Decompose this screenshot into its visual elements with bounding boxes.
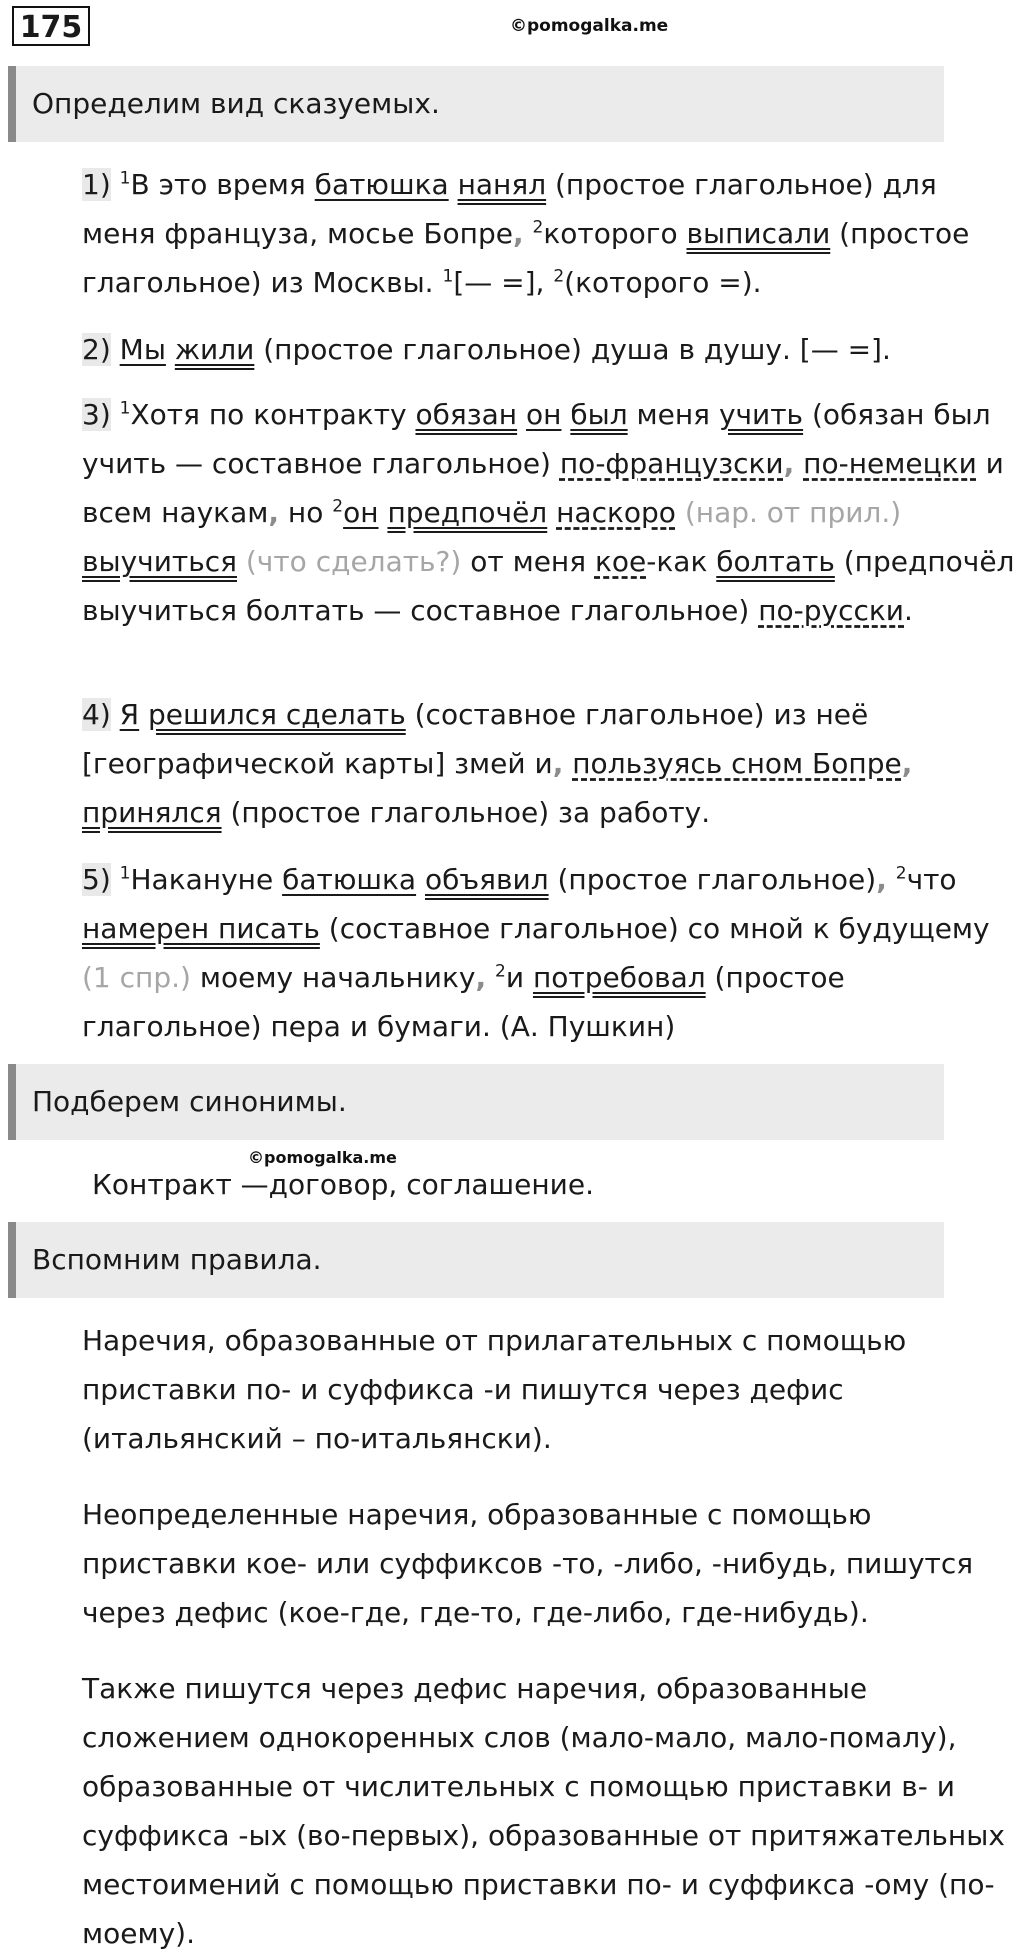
subject: Мы — [119, 333, 166, 366]
predicate: был — [570, 398, 628, 431]
comma: , — [512, 217, 524, 250]
synonyms-line: Контракт —договор, соглашение. — [92, 1168, 594, 1201]
watermark-middle: ©pomogalka.me — [248, 1148, 397, 1167]
participial-phrase: пользуясь сном Бопре — [572, 747, 902, 780]
rule-1: Наречия, образованные от прилагательных с помощью приставки по- и суффикса -и пишутся через дефис (итальянский – по-итальянски). — [82, 1324, 907, 1455]
predicate: намерен писать — [82, 912, 320, 945]
sentence-number: 1) — [82, 168, 111, 201]
predicate: обязан — [415, 398, 518, 431]
note: (нар. от прил.) — [675, 496, 902, 529]
text: (обязан был учить — составное глагольное) — [82, 398, 991, 480]
predicate: принялся — [82, 796, 222, 829]
comma: , — [475, 961, 487, 994]
subject: Я — [119, 698, 140, 731]
adverb: по-французски — [559, 447, 784, 480]
section-rules-header — [8, 1222, 944, 1298]
predicate: решился сделать — [148, 698, 406, 731]
text: (простое глагольное) — [548, 863, 877, 896]
sentence-1 — [10, 160, 1017, 307]
part-index: 2 — [495, 961, 506, 982]
text: . — [904, 594, 913, 627]
watermark-top: ©pomogalka.me — [510, 16, 669, 36]
sentence-number: 3) — [82, 398, 111, 431]
subject: батюшка — [314, 168, 449, 201]
sentence-number: 4) — [82, 698, 111, 731]
text: (простое глагольное) за работу. — [221, 796, 711, 829]
text: (простое глагольное) пера и бумаги. (А. Пушкин) — [82, 961, 845, 1043]
comma: , — [552, 747, 564, 780]
text: (составное глагольное) из неё [географической карты] змей и — [82, 698, 869, 780]
predicate: болтать — [716, 545, 835, 578]
predicate: предпочёл — [387, 496, 548, 529]
part-index: 1 — [119, 168, 131, 189]
text: от меня — [470, 545, 595, 578]
sentence-5 — [10, 855, 1017, 1051]
text: (простое глагольное) из Москвы. — [82, 217, 970, 299]
predicate: учить — [718, 398, 804, 431]
sentence-number: 2) — [82, 333, 111, 366]
predicate: жили — [174, 333, 255, 366]
text: и всем наукам — [82, 447, 1004, 529]
text: которого — [543, 217, 687, 250]
predicate: объявил — [424, 863, 549, 896]
sentence-3 — [10, 390, 1017, 635]
text: Хотя по контракту — [130, 398, 416, 431]
part-index: 1 — [119, 398, 131, 419]
section-title: Вспомним правила. — [32, 1243, 322, 1276]
part-index: 2 — [332, 496, 344, 517]
predicate: выучиться — [82, 545, 237, 578]
predicate: потребовал — [532, 961, 706, 994]
sentence-4 — [10, 690, 1017, 837]
text: (простое глагольное) для меня француза, мосье Бопре — [82, 168, 937, 250]
text: (составное глагольное) со мной к будущему — [319, 912, 990, 945]
part-index: 1 — [119, 863, 131, 884]
text: моему начальнику — [199, 961, 476, 994]
comma: , — [268, 496, 280, 529]
note: (что сделать?) — [236, 545, 471, 578]
part-index: 2 — [553, 266, 565, 287]
text: -как — [646, 545, 717, 578]
section-title: Определим вид сказуемых. — [32, 87, 440, 120]
rule-2: Неопределенные наречия, образованные с помощью приставки кое- или суффиксов -то, -либо, -нибудь, пишутся через дефис (кое-где, где-то, где-либо, где-нибудь). — [82, 1498, 974, 1629]
comma: , — [783, 447, 795, 480]
part-index: 1 — [442, 266, 454, 287]
predicate: нанял — [457, 168, 547, 201]
text: меня — [627, 398, 719, 431]
text: (простое глагольное) душа в душу. [— =]. — [254, 333, 891, 366]
text: и — [505, 961, 533, 994]
adverb: по-немецки — [803, 447, 977, 480]
section-predicates-header — [8, 66, 944, 142]
subject: он — [526, 398, 562, 431]
text: (которого =). — [564, 266, 762, 299]
sentence-2 — [10, 325, 1017, 374]
text: В это время — [130, 168, 315, 201]
comma: , — [901, 747, 913, 780]
text: Накануне — [130, 863, 283, 896]
adverb: наскоро — [556, 496, 676, 529]
part-index: 2 — [895, 863, 907, 884]
comma: , — [876, 863, 887, 896]
text: [— =], — [453, 266, 554, 299]
section-synonyms-header — [8, 1064, 944, 1140]
part-index: 2 — [532, 217, 544, 238]
predicate: выписали — [686, 217, 831, 250]
rule-3: Также пишутся через дефис наречия, образованные сложением однокоренных слов (мало-мало, мало-помалу), образованные от числительных с помощью приставки в- и суффикса -ых (во-первых), образованные от притяжательных местоимений с помощью приставки по- и суффикса -ому (по-моему). — [82, 1672, 1005, 1950]
adverb: кое — [594, 545, 647, 578]
section-title: Подберем синонимы. — [32, 1085, 347, 1118]
exercise-number: 175 — [12, 6, 90, 46]
subject: батюшка — [282, 863, 417, 896]
text: (предпочёл выучиться болтать — составное глагольное) — [82, 545, 1015, 627]
subject: он — [343, 496, 379, 529]
text: но — [279, 496, 333, 529]
adverb: по-русски — [758, 594, 904, 627]
sentence-number: 5) — [82, 863, 111, 896]
note: (1 спр.) — [82, 961, 200, 994]
text: что — [906, 863, 957, 896]
